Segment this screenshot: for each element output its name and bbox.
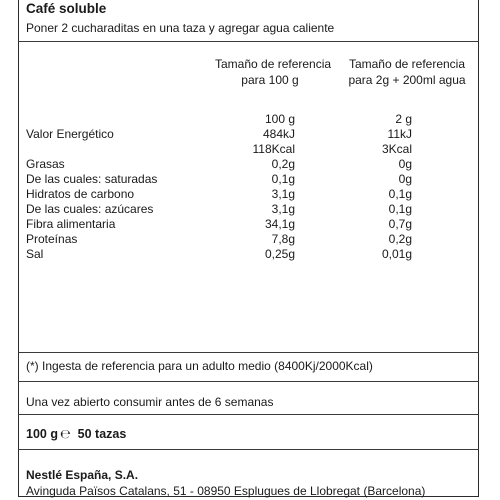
col2-header-line1: Tamaño de referencia <box>348 57 466 71</box>
servings-count: 50 tazas <box>77 427 127 441</box>
nutrient-value-col1: 7,8g <box>271 232 295 246</box>
nutrient-value-col1: 34,1g <box>264 217 295 231</box>
col1-header-line2: para 100 g <box>241 73 299 87</box>
net-quantity <box>26 427 126 441</box>
nutrient-value-col2: 0,1g <box>388 202 412 216</box>
nutrient-label-sugars: De las cuales: azúcares <box>26 202 154 216</box>
company-name: Nestlé España, S.A. <box>26 468 139 482</box>
energy-label: Valor Energético <box>26 127 114 141</box>
nutrient-value-col1: 0,2g <box>271 157 295 171</box>
nutrient-value-col2: 0,01g <box>381 247 412 261</box>
col1-header-line1: Tamaño de referencia <box>215 57 332 71</box>
nutrient-value-col2: 0g <box>398 157 412 171</box>
serving-col2: 2 g <box>395 112 412 126</box>
net-weight: 100 g <box>26 427 58 441</box>
nutrient-label-fibre: Fibra alimentaria <box>26 217 116 231</box>
energy-kj-col1: 484kJ <box>262 127 295 141</box>
col2-header-line2: para 2g + 200ml agua <box>348 73 466 87</box>
divider <box>18 381 479 382</box>
estimated-sign-icon: ℮ <box>59 426 71 441</box>
nutrient-label-fat: Grasas <box>26 157 65 171</box>
energy-kcal-col2: 3Kcal <box>381 142 412 156</box>
nutrient-value-col1: 0,25g <box>264 247 295 261</box>
nutrient-value-col1: 3,1g <box>271 187 295 201</box>
nutrient-value-col2: 0g <box>398 172 412 186</box>
storage-note: Una vez abierto consumir antes de 6 semanas <box>26 395 274 409</box>
nutrient-label-carbs: Hidratos de carbono <box>26 187 135 201</box>
nutrient-label-protein: Proteínas <box>26 232 78 246</box>
energy-kcal-col1: 118Kcal <box>252 142 295 156</box>
nutrient-label-salt: Sal <box>26 247 44 261</box>
nutrient-value-col1: 0,1g <box>271 172 295 186</box>
nutrient-value-col2: 0,2g <box>388 232 412 246</box>
nutrient-label-saturated: De las cuales: saturadas <box>26 172 158 186</box>
divider <box>18 414 479 415</box>
energy-kj-col2: 11kJ <box>387 127 412 141</box>
preparation-instructions: Poner 2 cucharaditas en una taza y agregar agua caliente <box>26 21 335 35</box>
product-name: Café soluble <box>26 1 107 16</box>
nutrient-value-col2: 0,7g <box>388 217 412 231</box>
divider <box>18 449 479 450</box>
divider <box>18 41 479 42</box>
serving-col1: 100 g <box>264 112 295 126</box>
nutrient-value-col2: 0,1g <box>388 187 412 201</box>
divider <box>18 352 479 353</box>
reference-footnote: (*) Ingesta de referencia para un adulto medio (8400Kj/2000Kcal) <box>26 359 373 373</box>
nutrient-value-col1: 3,1g <box>271 202 295 216</box>
company-address: Avinguda Països Catalans, 51 - 08950 Esplugues de Llobregat (Barcelona) <box>26 484 426 498</box>
